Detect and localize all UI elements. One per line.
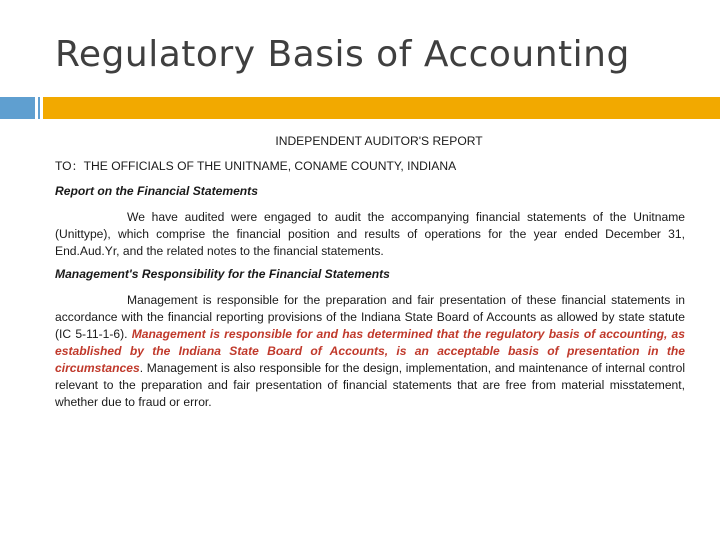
addressee-line: TO：THE OFFICIALS OF THE UNITNAME, CONAME COUNTY, INDIANA [55, 159, 457, 173]
report-body [55, 128, 685, 417]
highlighted-statement: Management is responsible for and has determined that the regulatory basis of accounting, as established by the Indiana State Board of Accounts, is an acceptable basis of presentation in the circumstances [55, 327, 685, 375]
paragraph-text-start: Management is responsible for the preparation and fair presentation of these financial statements in accordance with the financial reporting provisions of the Indiana State Board of Accounts as allowed by state statute (IC 5-11-1-6). [55, 293, 685, 341]
management-responsibility-paragraph [55, 292, 685, 411]
audit-scope-paragraph: We have audited were engaged to audit the accompanying financial statements of the Unitname (Unittype), which comprise the financial position and results of operations for the year ended December 31, End.Aud.Yr, and the related notes to the financial statements. [55, 210, 685, 258]
slide-title: Regulatory Basis of Accounting [55, 34, 630, 75]
accent-bar [43, 97, 720, 119]
report-heading: INDEPENDENT AUDITOR'S REPORT [275, 134, 483, 148]
paragraph-text-end: . Management is also responsible for the design, implementation, and maintenance of internal control relevant to the preparation and fair presentation of financial statements that are free from material misstatement, whether due to fraud or error. [55, 361, 685, 409]
section-heading-management-responsibility: Management's Responsibility for the Financial Statements [55, 267, 390, 281]
section-heading-financial-statements: Report on the Financial Statements [55, 184, 258, 198]
accent-square [0, 97, 40, 119]
